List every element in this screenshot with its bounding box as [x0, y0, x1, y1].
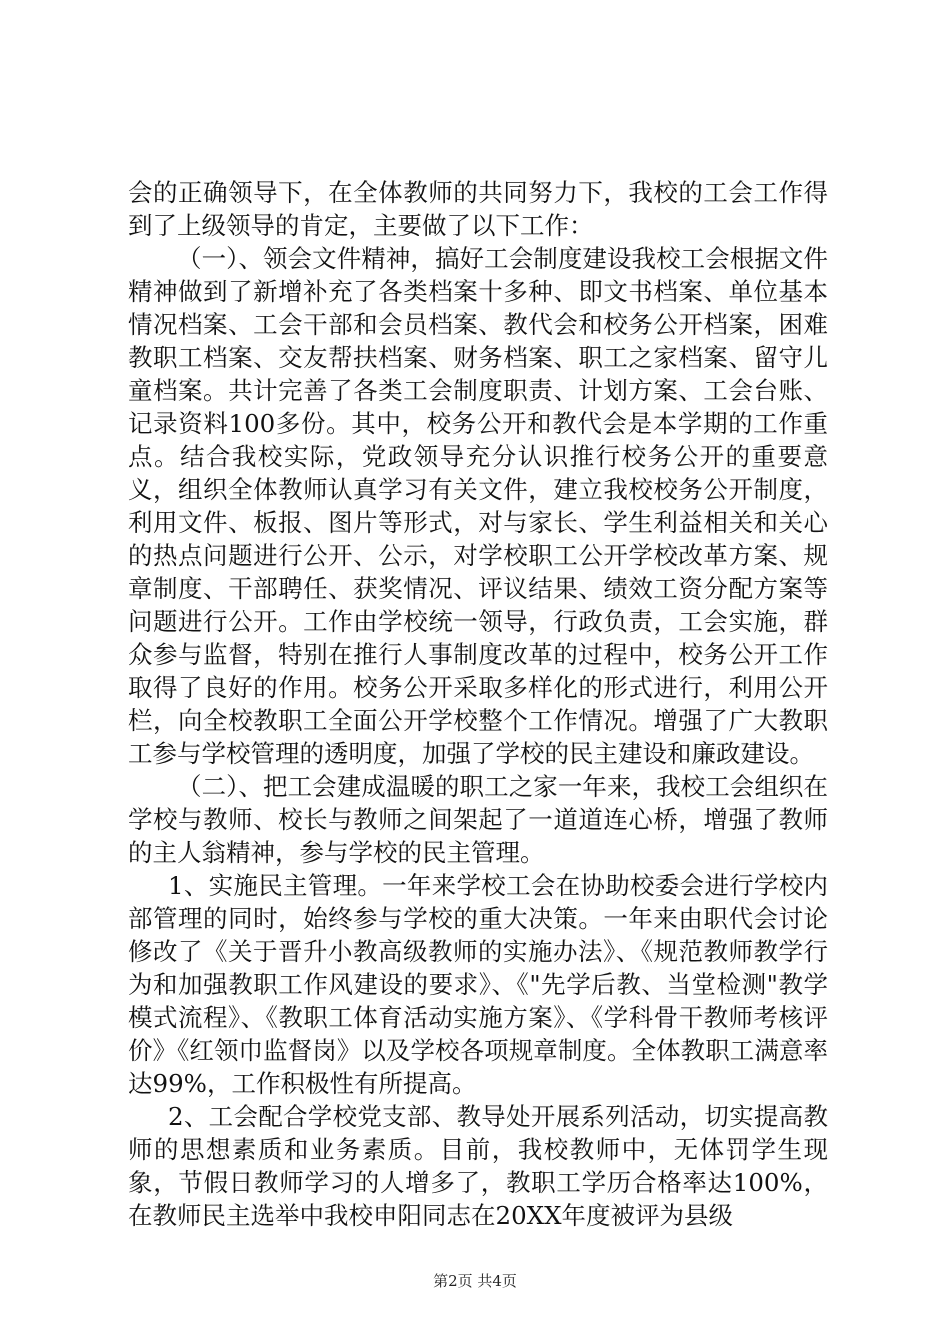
- paragraph-item-one: 1、实施民主管理。一年来学校工会在协助校委会进行学校内部管理的同时，始终参与学校的重大决策。一年来由职代会讨论修改了《关于晋升小教高级教师的实施办法》、《规范教师教学行为和加强教职工作风建设的要求》、《"先学后教、当堂检测"教学模式流程》、《教职工体育活动实施方案》、《学科骨干教师考核评价》《红领巾监督岗》以及学校各项规章制度。全体教职工满意率达99%，工作积极性有所提高。: [128, 871, 828, 1098]
- page-footer: 第2页 共4页: [433, 1272, 517, 1290]
- paragraph-section-two: （二）、把工会建成温暖的职工之家一年来，我校工会组织在学校与教师、校长与教师之间架起了一道道连心桥，增强了教师的主人翁精神，参与学校的民主管理。: [128, 772, 828, 867]
- paragraph-section-one: （一）、领会文件精神，搞好工会制度建设我校工会根据文件精神做到了新增补充了各类档案十多种、即文书档案、单位基本情况档案、工会干部和会员档案、教代会和校务公开档案，困难教职工档案、交友帮扶档案、财务档案、职工之家档案、留守儿童档案。共计完善了各类工会制度职责、计划方案、工会台账、记录资料100多份。其中，校务公开和教代会是本学期的工作重点。结合我校实际，党政领导充分认识推行校务公开的重要意义，组织全体教师认真学习有关文件，建立我校校务公开制度，利用文件、板报、图片等形式，对与家长、学生利益相关和关心的热点问题进行公开、公示，对学校职工公开学校改革方案、规章制度、干部聘任、获奖情况、评议结果、绩效工资分配方案等问题进行公开。工作由学校统一领导，行政负责，工会实施，群众参与监督，特别在推行人事制度改革的过程中，校务公开工作取得了良好的作用。校务公开采取多样化的形式进行，利用公开栏，向全校教职工全面公开学校整个工作情况。增强了广大教职工参与学校管理的透明度，加强了学校的民主建设和廉政建设。: [128, 244, 828, 768]
- paragraph-continuation: 会的正确领导下，在全体教师的共同努力下，我校的工会工作得到了上级领导的肯定，主要做了以下工作：: [128, 178, 828, 240]
- paragraph-item-two: 2、工会配合学校党支部、教导处开展系列活动，切实提高教师的思想素质和业务素质。目前，我校教师中，无体罚学生现象，节假日教师学习的人增多了，教职工学历合格率达100%，在教师民主选举中我校申阳同志在20XX年度被评为县级: [128, 1102, 828, 1230]
- document-body: [128, 176, 828, 1232]
